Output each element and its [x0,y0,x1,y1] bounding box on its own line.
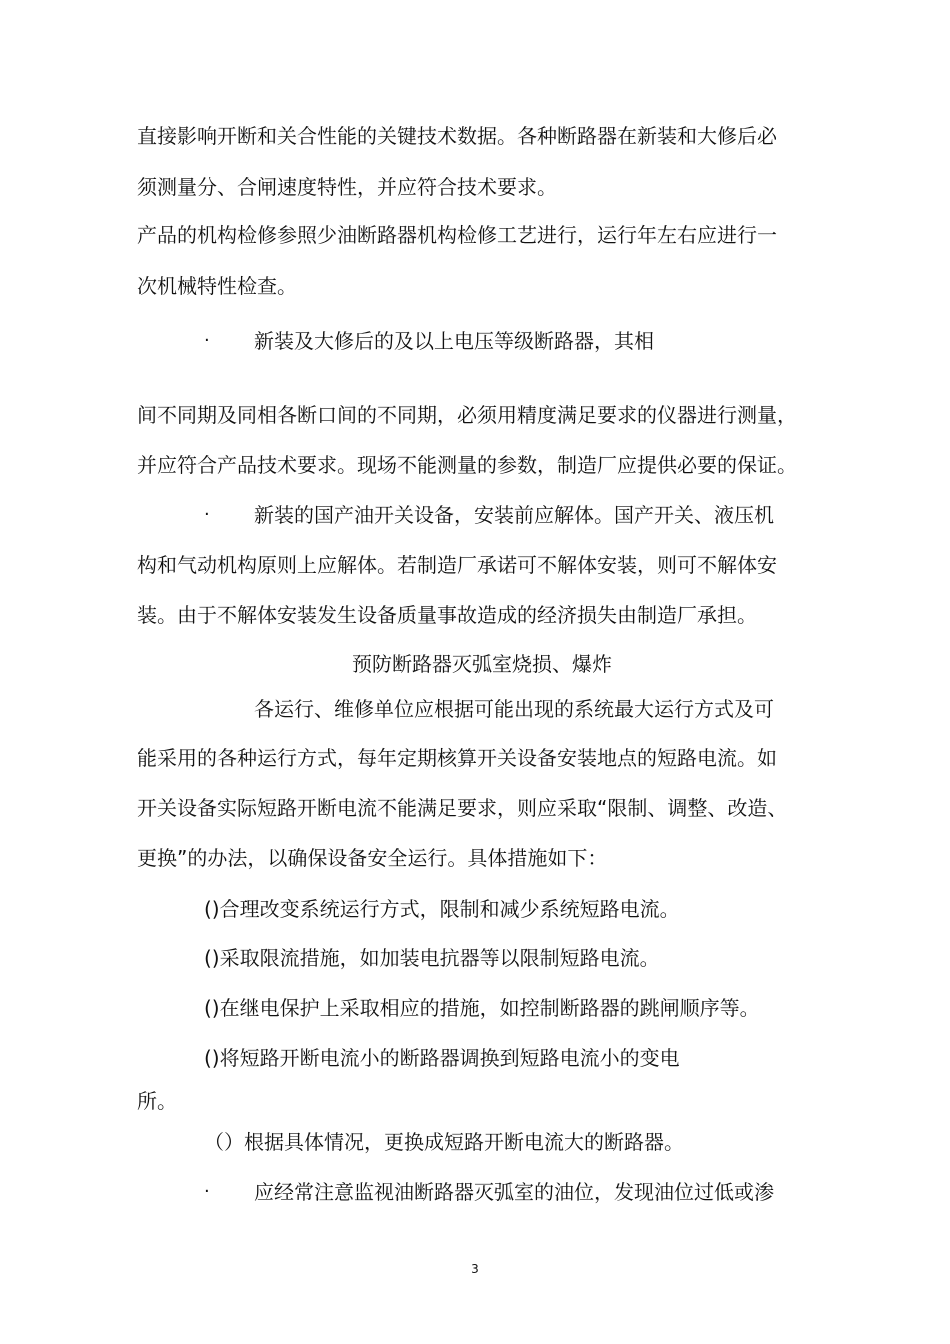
bullet-marker-3: · [204,1181,210,1202]
text-line-16: ()合理改变系统运行方式，限制和减少系统短路电流。 [204,897,680,921]
text-line-21: （）根据具体情况，更换成短路开断电流大的断路器。 [204,1130,684,1154]
text-line-14: 开关设备实际短路开断电流不能满足要求，则应采取“限制、调整、改造、 [137,796,788,820]
bullet-marker-2: · [204,504,210,525]
text-line-2: 须测量分、合闸速度特性，并应符合技术要求。 [137,175,557,199]
text-line-1: 直接影响开断和关合性能的关键技术数据。各种断路器在新装和大修后必 [137,124,777,148]
text-line-4: 次机械特性检查。 [137,274,297,298]
text-line-19: ()将短路开断电流小的断路器调换到短路电流小的变电 [204,1046,680,1070]
page-number: 3 [471,1262,479,1276]
text-line-22: 应经常注意监视油断路器灭弧室的油位，发现油位过低或渗 [254,1180,774,1204]
text-line-9: 构和气动机构原则上应解体。若制造厂承诺可不解体安装，则可不解体安 [137,553,777,577]
text-line-3: 产品的机构检修参照少油断路器机构检修工艺进行，运行年左右应进行一 [137,223,777,247]
section-heading: 预防断路器灭弧室烧损、爆炸 [352,652,612,676]
text-line-6: 间不同期及同相各断口间的不同期，必须用精度满足要求的仪器进行测量， [137,403,797,427]
text-line-10: 装。由于不解体安装发生设备质量事故造成的经济损失由制造厂承担。 [137,603,757,627]
bullet-marker-1: · [204,330,210,351]
text-line-17: ()采取限流措施，如加装电抗器等以限制短路电流。 [204,946,660,970]
text-line-8: 新装的国产油开关设备，安装前应解体。国产开关、液压机 [254,503,774,527]
text-line-18: ()在继电保护上采取相应的措施，如控制断路器的跳闸顺序等。 [204,996,760,1020]
text-line-13: 能采用的各种运行方式，每年定期核算开关设备安装地点的短路电流。如 [137,746,777,770]
text-line-20: 所。 [137,1089,177,1113]
text-line-5: 新装及大修后的及以上电压等级断路器，其相 [254,329,654,353]
text-line-12: 各运行、维修单位应根据可能出现的系统最大运行方式及可 [254,697,774,721]
text-line-7: 并应符合产品技术要求。现场不能测量的参数，制造厂应提供必要的保证。 [137,453,797,477]
text-line-15: 更换”的办法，以确保设备安全运行。具体措施如下： [137,846,608,870]
